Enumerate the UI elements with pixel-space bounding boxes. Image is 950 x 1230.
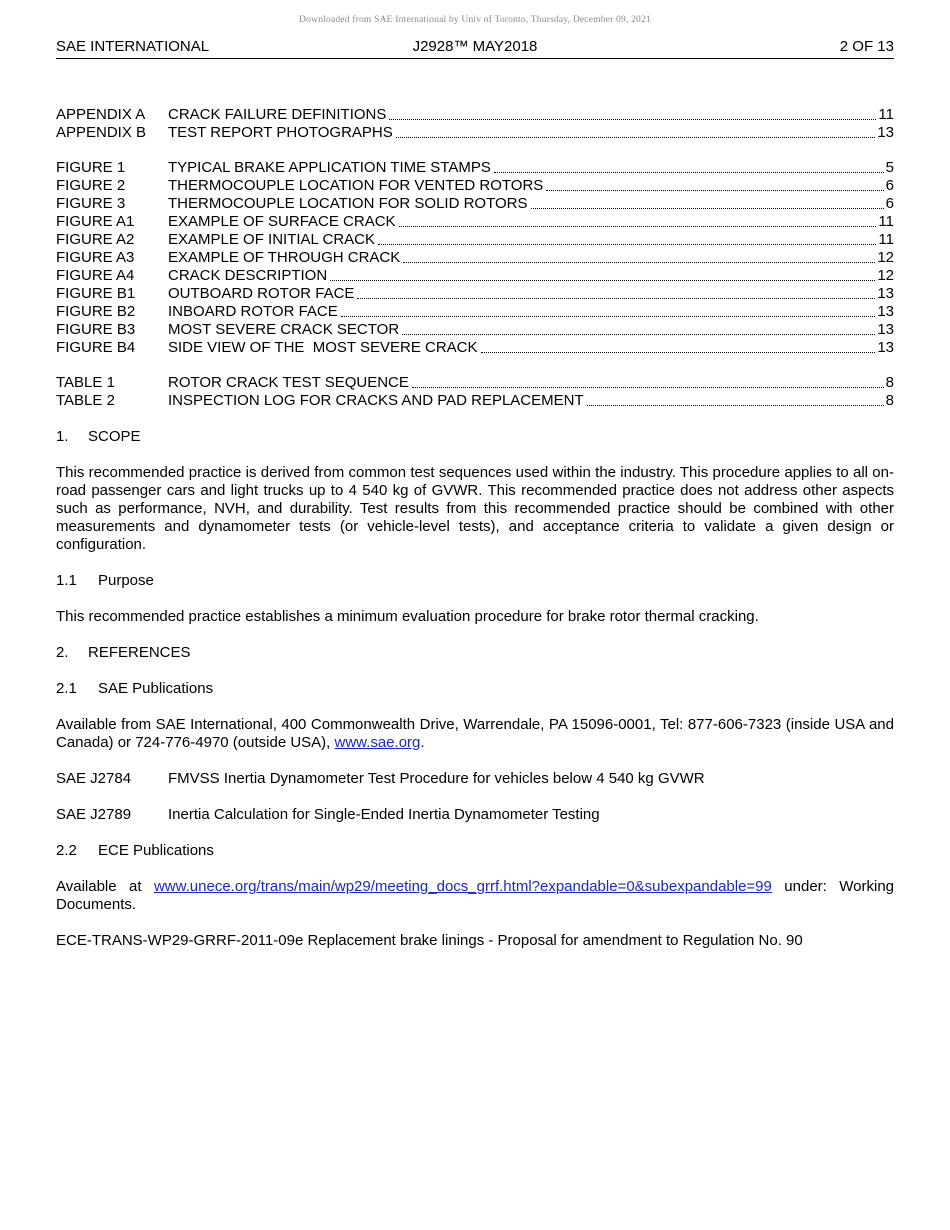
section-heading-purpose [56,572,894,590]
toc-title: OUTBOARD ROTOR FACE [168,285,355,302]
toc-label: FIGURE 2 [56,177,126,194]
toc-title: TEST REPORT PHOTOGRAPHS [168,124,393,141]
toc-entry[interactable] [56,177,894,195]
section-title: Purpose [98,572,154,589]
toc-page: 11 [878,231,894,248]
toc-page: 12 [877,267,894,284]
toc-title: THERMOCOUPLE LOCATION FOR VENTED ROTORS [168,177,544,194]
section-number: 2.1 [56,680,77,697]
reference-id: SAE J2789 [56,806,132,823]
toc-leader-dots [399,226,877,227]
toc-title: INSPECTION LOG FOR CRACKS AND PAD REPLACEMENT [168,392,584,409]
section-heading-references [56,644,894,662]
header-org: SAE INTERNATIONAL [56,38,210,55]
toc-page: 8 [885,374,894,391]
toc-title: EXAMPLE OF SURFACE CRACK [168,213,396,230]
toc-title: THERMOCOUPLE LOCATION FOR SOLID ROTORS [168,195,528,212]
paragraph-text: . [420,734,425,751]
toc-label: TABLE 1 [56,374,115,391]
toc-entry[interactable] [56,285,894,303]
sae-availability-paragraph [56,716,894,752]
sae-website-link[interactable]: www.sae.org [334,734,421,751]
paragraph-text: Available at [56,878,154,895]
toc-page: 13 [877,339,894,356]
toc-label: FIGURE 3 [56,195,126,212]
toc-title: EXAMPLE OF INITIAL CRACK [168,231,375,248]
toc-label: FIGURE A4 [56,267,135,284]
header-page-number: 2 OF 13 [839,38,894,55]
toc-entry[interactable] [56,231,894,249]
toc-entry[interactable] [56,303,894,321]
section-number: 2.2 [56,842,77,859]
toc-label: FIGURE 1 [56,159,126,176]
toc-page: 6 [885,195,894,212]
toc-label: FIGURE B3 [56,321,136,338]
toc-leader-dots [341,316,876,317]
purpose-paragraph: This recommended practice establishes a minimum evaluation procedure for brake rotor thermal cracking. [56,608,759,625]
section-heading-ece-publications [56,842,894,860]
toc-leader-dots [546,190,883,191]
paragraph-text: Available from SAE International, 400 Commonwealth Drive, Warrendale, PA 15096-0001, Tel: 877-606-7323 (inside USA and Canada) or 724-776-4970 (outside USA), [56,716,894,751]
toc-tables [56,374,894,410]
toc-entry[interactable] [56,249,894,267]
reference-id: SAE J2784 [56,770,132,787]
toc-entry[interactable] [56,195,894,213]
ece-reference-line: ECE-TRANS-WP29-GRRF-2011-09e Replacement brake linings - Proposal for amendment to Regulation No. 90 [56,932,803,949]
toc-leader-dots [494,172,884,173]
toc-label: FIGURE B2 [56,303,136,320]
page-body [56,106,894,950]
toc-page: 13 [877,303,894,320]
scope-paragraph: This recommended practice is derived from common test sequences used within the industry. This procedure applies to all on-road passenger cars and light trucks up to 4 540 kg of GVWR. This recommended practice does not address other aspects such as performance, NVH, and durability. Test results from this recommended practice should be combined with other measurements and dynamometer tests (or vehicle-level tests), and acceptance criteria to validate a given design or configuration. [56,464,894,553]
toc-entry[interactable] [56,213,894,231]
toc-page: 13 [877,321,894,338]
section-title: REFERENCES [88,644,191,661]
toc-label: FIGURE A3 [56,249,135,266]
toc-leader-dots [587,405,884,406]
section-title: ECE Publications [98,842,214,859]
toc-entry[interactable] [56,267,894,285]
toc-leader-dots [378,244,876,245]
reference-entry [56,770,894,788]
section-heading-scope [56,428,894,446]
toc-leader-dots [412,387,884,388]
toc-page: 6 [885,177,894,194]
toc-page: 8 [885,392,894,409]
toc-leader-dots [357,298,875,299]
toc-label: APPENDIX A [56,106,146,123]
toc-title: CRACK DESCRIPTION [168,267,328,284]
toc-label: FIGURE B4 [56,339,136,356]
toc-entry[interactable] [56,374,894,392]
toc-entry[interactable] [56,392,894,410]
section-title: SCOPE [88,428,141,445]
toc-entry[interactable] [56,321,894,339]
toc-page: 12 [877,249,894,266]
toc-page: 13 [877,124,894,141]
reference-title: FMVSS Inertia Dynamometer Test Procedure for vehicles below 4 540 kg GVWR [168,770,705,787]
unece-link[interactable]: www.unece.org/trans/main/wp29/meeting_docs_grrf.html?expandable=0&subexpandable=99 [153,878,772,895]
toc-title: SIDE VIEW OF THE MOST SEVERE CRACK [168,339,478,356]
toc-page: 5 [885,159,894,176]
download-watermark: Downloaded from SAE International by Univ of Toronto, Thursday, December 09, 2021 [299,15,651,25]
toc-appendices [56,106,894,142]
section-number: 1.1 [56,572,77,589]
ece-availability-paragraph [56,878,894,914]
section-number: 2. [56,644,69,661]
reference-entry [56,806,894,824]
toc-leader-dots [389,119,876,120]
toc-title: TYPICAL BRAKE APPLICATION TIME STAMPS [168,159,491,176]
toc-label: TABLE 2 [56,392,115,409]
toc-entry[interactable] [56,106,894,124]
toc-leader-dots [531,208,884,209]
toc-label: FIGURE A1 [56,213,135,230]
toc-page: 11 [878,106,894,123]
toc-leader-dots [402,334,875,335]
toc-entry[interactable] [56,124,894,142]
toc-figures [56,159,894,357]
toc-leader-dots [403,262,875,263]
header-doc-id: J2928™ MAY2018 [412,38,538,55]
toc-title: INBOARD ROTOR FACE [168,303,338,320]
toc-title: CRACK FAILURE DEFINITIONS [168,106,387,123]
reference-title: Inertia Calculation for Single-Ended Inertia Dynamometer Testing [168,806,600,823]
toc-title: ROTOR CRACK TEST SEQUENCE [168,374,409,391]
toc-label: FIGURE B1 [56,285,136,302]
toc-entry[interactable] [56,339,894,357]
toc-title: EXAMPLE OF THROUGH CRACK [168,249,401,266]
section-heading-sae-publications [56,680,894,698]
page-header [56,38,894,59]
toc-leader-dots [481,352,876,353]
section-title: SAE Publications [98,680,214,697]
toc-label: FIGURE A2 [56,231,135,248]
toc-label: APPENDIX B [56,124,147,141]
toc-leader-dots [396,137,876,138]
toc-page: 11 [878,213,894,230]
toc-page: 13 [877,285,894,302]
section-number: 1. [56,428,69,445]
paragraph-text: under: Working Documents. [56,878,894,913]
toc-leader-dots [330,280,875,281]
toc-title: MOST SEVERE CRACK SECTOR [168,321,400,338]
toc-entry[interactable] [56,159,894,177]
